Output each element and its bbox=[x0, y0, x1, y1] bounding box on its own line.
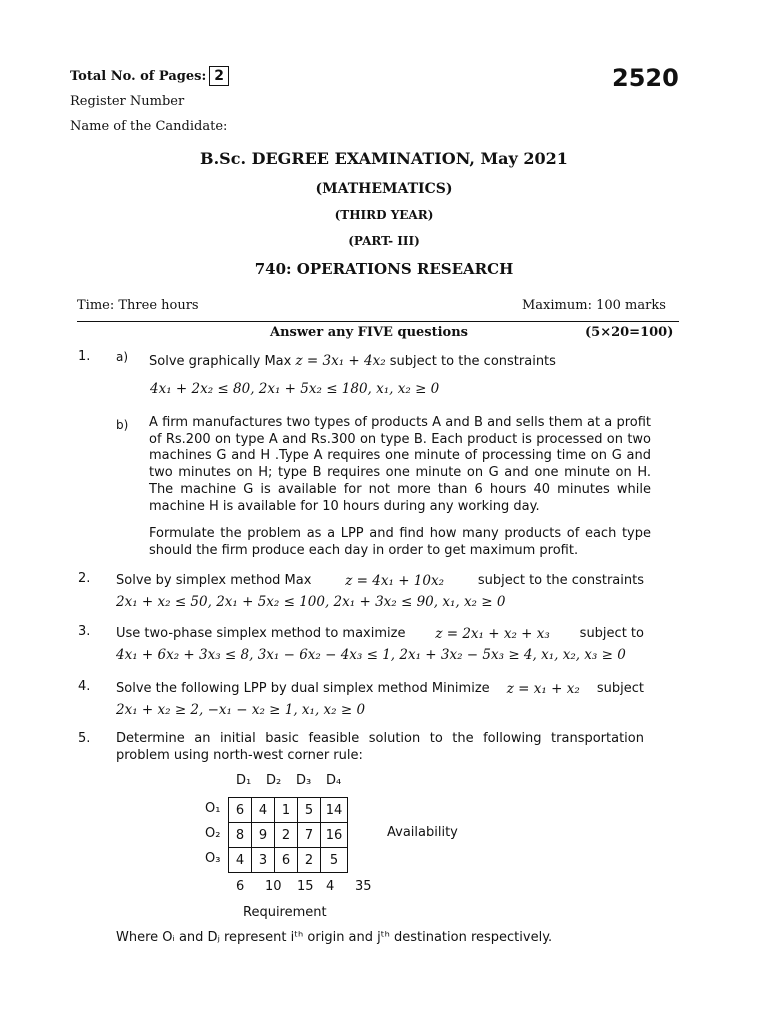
exam-max-marks: Maximum: 100 marks bbox=[522, 298, 666, 313]
requirement-total: 35 bbox=[355, 879, 372, 894]
q3-suffix: subject to bbox=[579, 626, 644, 641]
q1b-label: b) bbox=[116, 418, 129, 432]
q3-objective: z = 2x₁ + x₂ + x₃ bbox=[435, 626, 550, 642]
cost-cell: 5 bbox=[298, 798, 321, 823]
exam-time: Time: Three hours bbox=[77, 298, 199, 313]
q1a-constraints: 4x₁ + 2x₂ ≤ 80, 2x₁ + 5x₂ ≤ 180, x₁, x₂ ≥ 0 bbox=[150, 381, 440, 397]
cost-cell: 7 bbox=[298, 823, 321, 848]
q2-number: 2. bbox=[78, 571, 91, 586]
q2-text-main: Solve by simplex method Max bbox=[116, 573, 312, 588]
availability-label: Availability bbox=[387, 825, 458, 840]
q1a-suffix: subject to the constraints bbox=[389, 354, 556, 369]
cost-cell: 3 bbox=[252, 848, 275, 873]
paper-code: 2520 bbox=[612, 64, 679, 92]
q5-number: 5. bbox=[78, 731, 91, 746]
q2-objective: z = 4x₁ + 10x₂ bbox=[345, 573, 444, 589]
q1b-text2: Formulate the problem as a LPP and find how many products of each type should the firm produce each day in order to get maximum profit. bbox=[149, 526, 651, 558]
requirement-label: Requirement bbox=[243, 905, 327, 920]
q2-text bbox=[116, 573, 644, 589]
cost-cell: 2 bbox=[275, 823, 298, 848]
q4-objective: z = x₁ + x₂ bbox=[506, 681, 580, 697]
q5-note: Where Oᵢ and Dⱼ represent iᵗʰ origin and jᵗʰ destination respectively. bbox=[116, 930, 553, 945]
cost-cell: 6 bbox=[275, 848, 298, 873]
total-pages-box: 2 bbox=[209, 66, 229, 86]
requirement-value: 10 bbox=[265, 879, 282, 894]
total-pages-label: Total No. of Pages: bbox=[70, 69, 207, 84]
cost-cell: 8 bbox=[229, 823, 252, 848]
table-row bbox=[229, 798, 348, 823]
q4-number: 4. bbox=[78, 679, 91, 694]
requirement-value: 15 bbox=[297, 879, 314, 894]
requirement-value: 4 bbox=[326, 879, 335, 894]
origin-o3: O₃ bbox=[205, 851, 221, 866]
cost-cell: 4 bbox=[229, 848, 252, 873]
requirement-value: 6 bbox=[236, 879, 245, 894]
cost-cell: 2 bbox=[298, 848, 321, 873]
q1a-text-main: Solve graphically Max bbox=[149, 354, 292, 369]
q1b-text: A firm manufactures two types of products A and B and sells them at a profit of Rs.200 on type A and Rs.300 on type B. Each product is processed on two machines G and H .Type A requires one minute of processing time on G and two minutes on H; type B requires one minute on G and one minute on H. The machine G is available for not more than 6 hours 40 minutes while machine H is available for 10 hours during any working day. bbox=[149, 415, 651, 514]
q4-text-main: Solve the following LPP by dual simplex method Minimize bbox=[116, 681, 490, 696]
q4-text bbox=[116, 681, 644, 697]
q3-constraints: 4x₁ + 6x₂ + 3x₃ ≤ 8, 3x₁ − 6x₂ − 4x₃ ≤ 1, 2x₁ + 3x₂ − 5x₃ ≥ 4, x₁, x₂, x₃ ≥ 0 bbox=[116, 647, 626, 663]
availability-cell: 14 bbox=[321, 798, 348, 823]
q4-suffix: subject bbox=[596, 681, 644, 696]
cost-cell: 4 bbox=[252, 798, 275, 823]
exam-title: B.Sc. DEGREE EXAMINATION, May 2021 bbox=[200, 149, 568, 168]
exam-subject: (MATHEMATICS) bbox=[315, 181, 453, 197]
dest-d4: D₄ bbox=[326, 773, 342, 788]
total-pages-line bbox=[70, 66, 229, 86]
q1a-label: a) bbox=[116, 350, 129, 364]
q1a-text bbox=[149, 353, 556, 369]
exam-part: (PART- III) bbox=[348, 234, 420, 248]
cost-cell: 9 bbox=[252, 823, 275, 848]
q3-number: 3. bbox=[78, 624, 91, 639]
table-row bbox=[229, 848, 348, 873]
q4-constraints: 2x₁ + x₂ ≥ 2, −x₁ − x₂ ≥ 1, x₁, x₂ ≥ 0 bbox=[116, 702, 366, 718]
availability-cell: 5 bbox=[321, 848, 348, 873]
q2-suffix: subject to the constraints bbox=[477, 573, 644, 588]
cost-cell: 6 bbox=[229, 798, 252, 823]
exam-paper: 740: OPERATIONS RESEARCH bbox=[254, 260, 514, 278]
exam-year: (THIRD YEAR) bbox=[334, 208, 434, 222]
origin-o2: O₂ bbox=[205, 826, 221, 841]
availability-cell: 16 bbox=[321, 823, 348, 848]
dest-d1: D₁ bbox=[236, 773, 252, 788]
table-row bbox=[229, 823, 348, 848]
q5-text: Determine an initial basic feasible solution to the following transportation problem using north-west corner rule: bbox=[116, 731, 644, 763]
q3-text bbox=[116, 626, 644, 642]
dest-d3: D₃ bbox=[296, 773, 312, 788]
q1-number: 1. bbox=[78, 349, 91, 364]
divider-rule bbox=[77, 321, 679, 322]
candidate-name-label: Name of the Candidate: bbox=[70, 119, 228, 134]
q2-constraints: 2x₁ + x₂ ≤ 50, 2x₁ + 5x₂ ≤ 100, 2x₁ + 3x₂ ≤ 90, x₁, x₂ ≥ 0 bbox=[116, 594, 506, 610]
instruction: Answer any FIVE questions bbox=[270, 325, 468, 340]
q3-text-main: Use two-phase simplex method to maximize bbox=[116, 626, 406, 641]
transportation-table bbox=[228, 797, 348, 873]
marks-scheme: (5×20=100) bbox=[585, 325, 674, 340]
q1a-objective: z = 3x₁ + 4x₂ bbox=[295, 353, 386, 369]
dest-d2: D₂ bbox=[266, 773, 282, 788]
cost-cell: 1 bbox=[275, 798, 298, 823]
origin-o1: O₁ bbox=[205, 801, 221, 816]
register-number-label: Register Number bbox=[70, 94, 185, 109]
